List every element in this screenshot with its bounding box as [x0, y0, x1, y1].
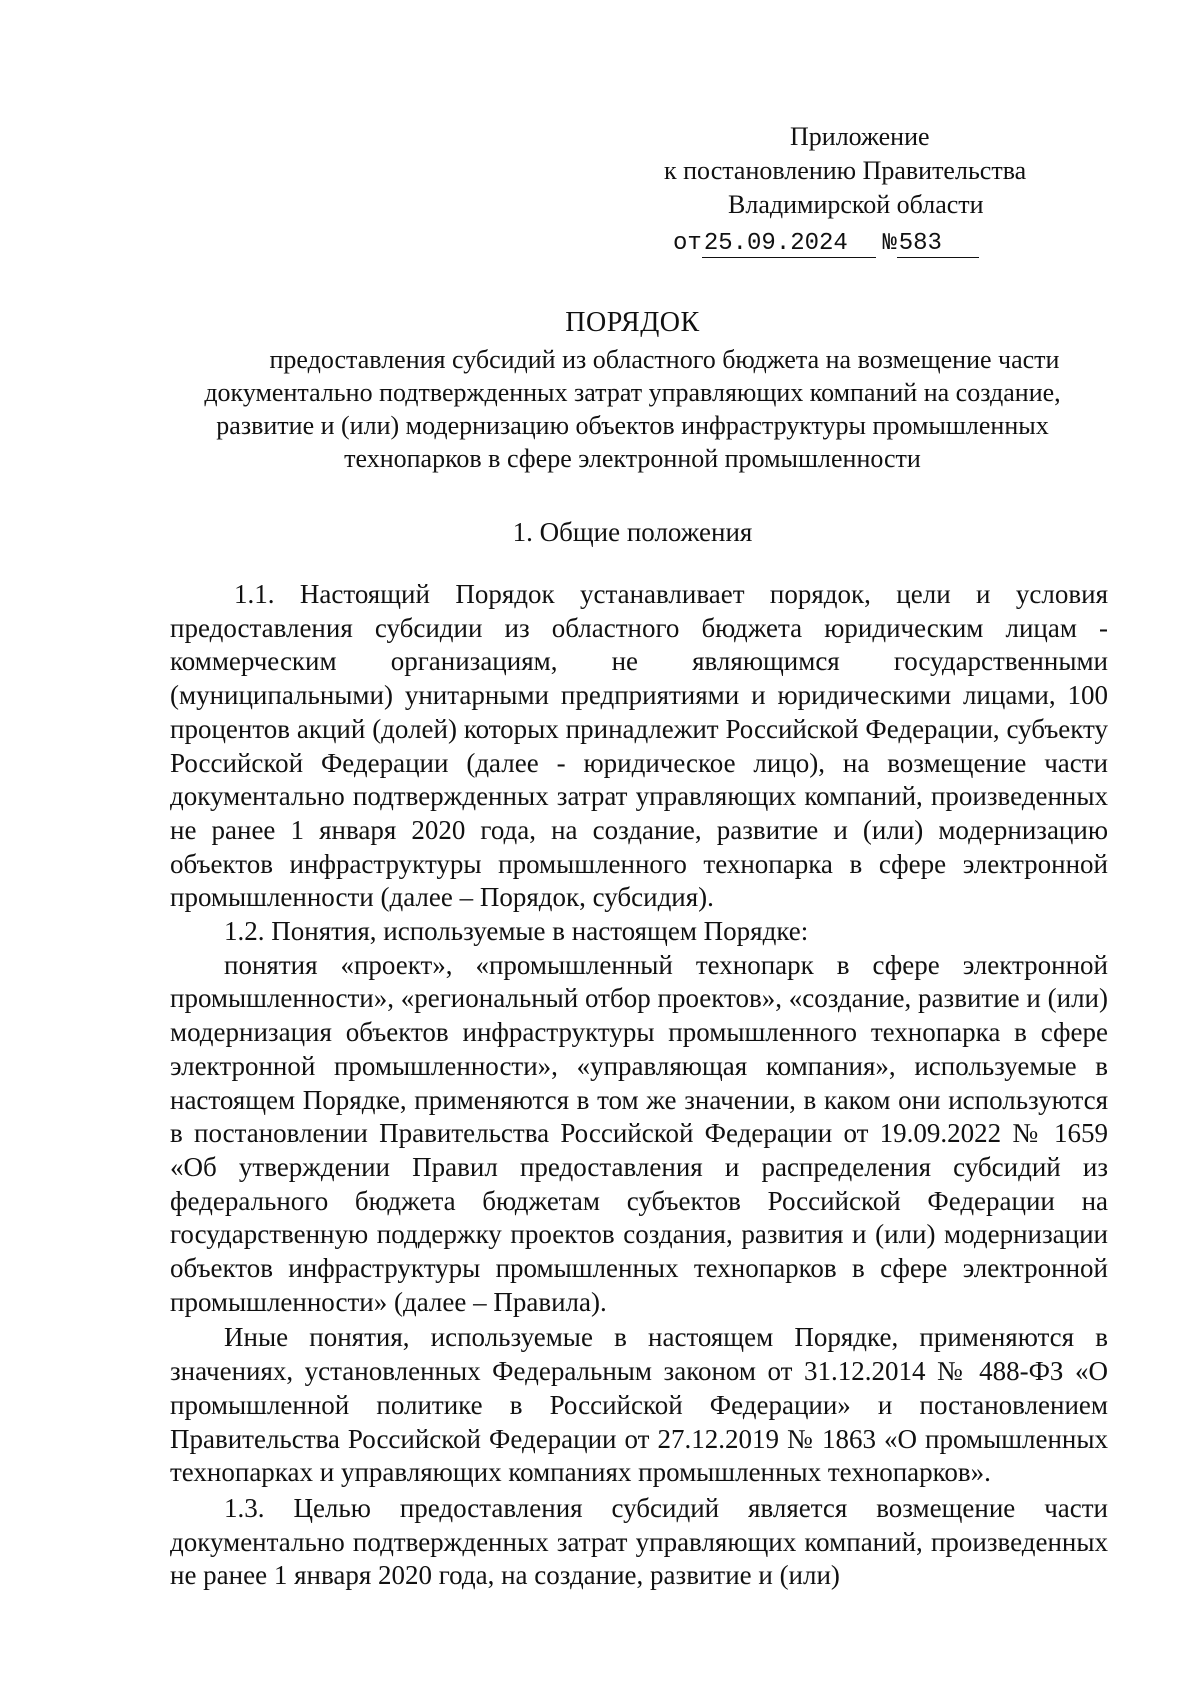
from-label: от	[673, 230, 702, 257]
appendix-region: Владимирской области	[728, 190, 984, 219]
paragraph-other-terms: Иные понятия, используемые в настоящем Порядке, применяются в значениях, установленных Федеральным законом от 31.12.2014 № 488-ФЗ «О промышленной политике в Российской Федерации» и постановлением Правительства Российской Федерации от 27.12.2019 № 1863 «О промышленных технопарках и управляющих компаниях промышленных технопарков».	[170, 1322, 1108, 1488]
document-title: ПОРЯДОК	[565, 307, 700, 338]
document-body	[170, 578, 1108, 1593]
paragraph-definitions: понятия «проект», «промышленный технопарк в сфере электронной промышленности», «региональный отбор проектов», «создание, развитие и (или) модернизация объектов инфраструктуры промышленного технопарка в сфере электронной промышленности», «управляющая компания», используемые в настоящем Порядке, применяются в том же значении, в каком они используются в постановлении Правительства Российской Федерации от 19.09.2022 № 1659 «Об утверждении Правил предоставления и распределения субсидий из федерального бюджета бюджетам субъектов Российской Федерации на государственную поддержку проектов создания, развития и (или) модернизации объектов инфраструктуры промышленных технопарков в сфере электронной промышленности» (далее – Правила).	[170, 949, 1108, 1317]
title-block	[160, 305, 1105, 475]
appendix-date-number	[600, 224, 1100, 261]
section-heading: 1. Общие положения	[512, 517, 753, 547]
paragraph-1-1: 1.1. Настоящий Порядок устанавливает порядок, цели и условия предоставления субсидии из областного бюджета юридическим лицам - коммерческим организациям, не являющимся государственными (муниципальными) унитарными предприятиями и юридическими лицами, 100 процентов акций (долей) которых принадлежит Российской Федерации, субъекту Российской Федерации (далее - юридическое лицо), на возмещение части документально подтвержденных затрат управляющих компаний, произведенных не ранее 1 января 2020 года, на создание, развитие и (или) модернизацию объектов инфраструктуры промышленного технопарка в сфере электронной промышленности (далее – Порядок, субсидия).	[170, 579, 1108, 913]
appendix-block	[600, 120, 1100, 261]
document-subtitle: предоставления субсидий из областного бюджета на возмещение части документально подтвержденных затрат управляющих компаний на создание, развитие и (или) модернизацию объектов инфраструктуры промышленных технопарков в сфере электронной промышленности	[204, 345, 1061, 473]
paragraph-1-2: 1.2. Понятия, используемые в настоящем Порядке:	[224, 916, 809, 947]
appendix-label: Приложение	[790, 122, 930, 151]
paragraph-1-3: 1.3. Целью предоставления субсидий является возмещение части документально подтвержденных затрат управляющих компаний, произведенных не ранее 1 января 2020 года, на создание, развитие и (или)	[170, 1492, 1108, 1591]
resolution-number: 583	[897, 231, 979, 258]
resolution-date: 25.09.2024	[702, 231, 876, 258]
appendix-resolution: к постановлению Правительства	[664, 156, 1027, 185]
number-label: №	[882, 230, 897, 257]
